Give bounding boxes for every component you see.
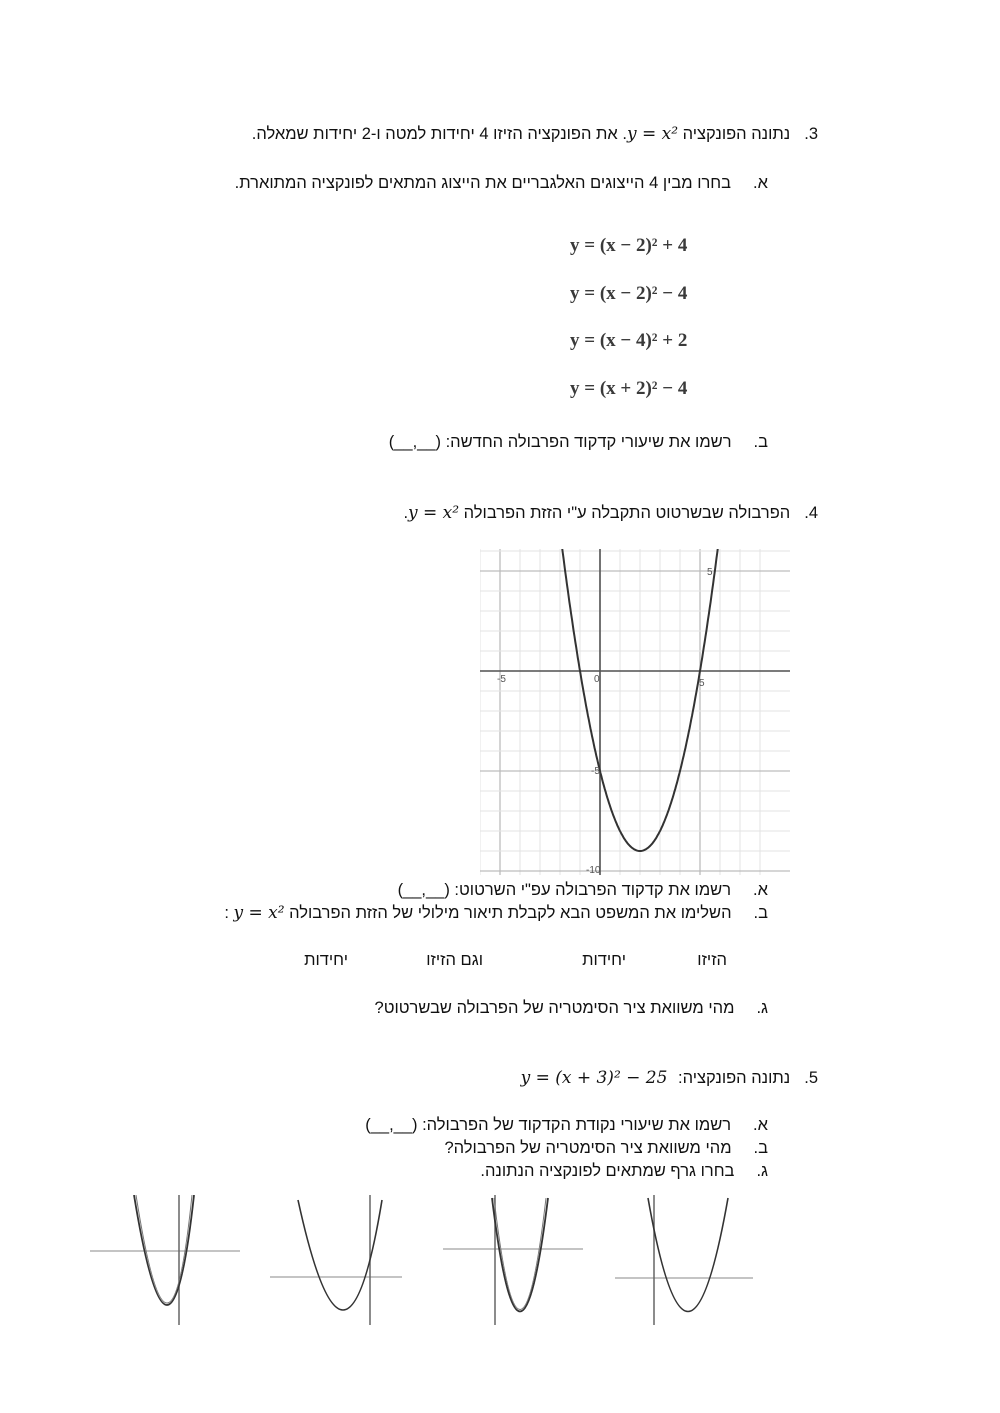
q5-b-text: מהי משוואת ציר הסימטריה של הפרבולה? <box>444 1139 732 1157</box>
q4-end: . <box>403 504 409 522</box>
q3-text-before: נתונה הפונקציה <box>678 125 791 143</box>
answer-graph-3[interactable] <box>440 1195 590 1325</box>
q4-c-text: מהי משוואת ציר הסימטריה של הפרבולה שבשרטוט? <box>374 999 735 1017</box>
q3-a-letter: א. <box>753 174 768 192</box>
q4-a-text: רשמו את קדקוד הפרבולה עפ"י השרטוט: (__,__) <box>397 881 732 899</box>
q5-a-letter: א. <box>753 1116 768 1134</box>
q4-c-letter: ג. <box>756 999 768 1017</box>
q5-a-text: רשמו את שיעורי נקודת הקדקוד של הפרבולה: (__,__) <box>365 1116 732 1134</box>
q3-part-b <box>389 432 768 452</box>
q3-option-2[interactable]: y = (x − 2)² − 4 <box>570 283 688 304</box>
q4-part-c <box>375 998 768 1018</box>
q3-formula: y = x² <box>626 124 679 144</box>
q3-number: 3. <box>804 125 818 143</box>
q3-b-text: רשמו את שיעורי קדקוד הפרבולה החדשה: (__,__) <box>388 433 732 451</box>
q4-formula: y = x² <box>408 503 460 523</box>
tick-label-y-5: 5 <box>707 567 713 578</box>
fill-word-2: יחידות <box>582 951 626 969</box>
q5-b-letter: ב. <box>753 1139 768 1157</box>
q5-text: נתונה הפונקציה: <box>673 1069 791 1087</box>
tick-label-origin: 0 <box>594 674 600 685</box>
tick-label-y-neg5: -5 <box>591 766 600 777</box>
answer-graph-2[interactable] <box>270 1195 410 1325</box>
fill-word-4: יחידות <box>304 951 348 969</box>
q4-b-formula: y = x² <box>233 903 285 923</box>
q4-part-a <box>398 880 768 900</box>
q3-b-letter: ב. <box>753 433 768 451</box>
fill-word-1: הזיזו <box>697 951 727 969</box>
q4-b-text: השלימו את המשפט הבא לקבלת תיאור מילולי של הזזת הפרבולה <box>284 904 732 922</box>
q5-formula: y = (x + 3)² − 25 <box>520 1068 668 1088</box>
tick-label-x-5: 5 <box>699 678 705 689</box>
q3-option-1[interactable]: y = (x − 2)² + 4 <box>570 235 688 256</box>
q5-part-a <box>365 1115 768 1135</box>
q4-a-letter: א. <box>753 881 768 899</box>
q4-b-letter: ב. <box>753 904 768 922</box>
q4-number: 4. <box>804 504 818 522</box>
q4-b-end: : <box>224 904 234 922</box>
q4-text: הפרבולה שבשרטוט התקבלה ע"י הזזת הפרבולה <box>459 504 791 522</box>
q3-text-after: . את הפונקציה הזיזו 4 יחידות למטה ו-2 יחידות שמאלה. <box>251 125 627 143</box>
q5-c-letter: ג. <box>756 1162 768 1180</box>
q5-number: 5. <box>804 1069 818 1087</box>
parabola-curve <box>492 1198 548 1312</box>
q5-part-b <box>444 1138 768 1158</box>
q5-c-text: בחרו גרף שמתאים לפונקציה הנתונה. <box>480 1162 735 1180</box>
fill-word-3: וגם הזיזו <box>426 951 483 969</box>
parabola-curve-shadow <box>494 1198 546 1310</box>
tick-label-y-neg10: -10 <box>586 865 601 875</box>
q3-option-3[interactable]: y = (x − 4)² + 2 <box>570 330 688 351</box>
graph-background <box>480 549 790 875</box>
q5-statement <box>521 1068 818 1088</box>
q4-part-b <box>224 903 768 923</box>
q3-a-text: בחרו מבין 4 הייצוגים האלגבריים את הייצוג המתאים לפונקציה המתוארת. <box>234 174 732 192</box>
q4-statement <box>403 503 818 523</box>
q4-parabola-graph <box>480 549 790 875</box>
q3-statement <box>252 124 818 144</box>
q5-part-c <box>480 1161 768 1181</box>
q3-option-4[interactable]: y = (x + 2)² − 4 <box>570 378 688 399</box>
parabola-curve <box>648 1198 728 1312</box>
q3-part-a <box>235 173 768 193</box>
answer-graph-4[interactable] <box>610 1195 760 1325</box>
answer-graph-1[interactable] <box>90 1195 240 1325</box>
tick-label-x-neg5: -5 <box>497 674 506 685</box>
